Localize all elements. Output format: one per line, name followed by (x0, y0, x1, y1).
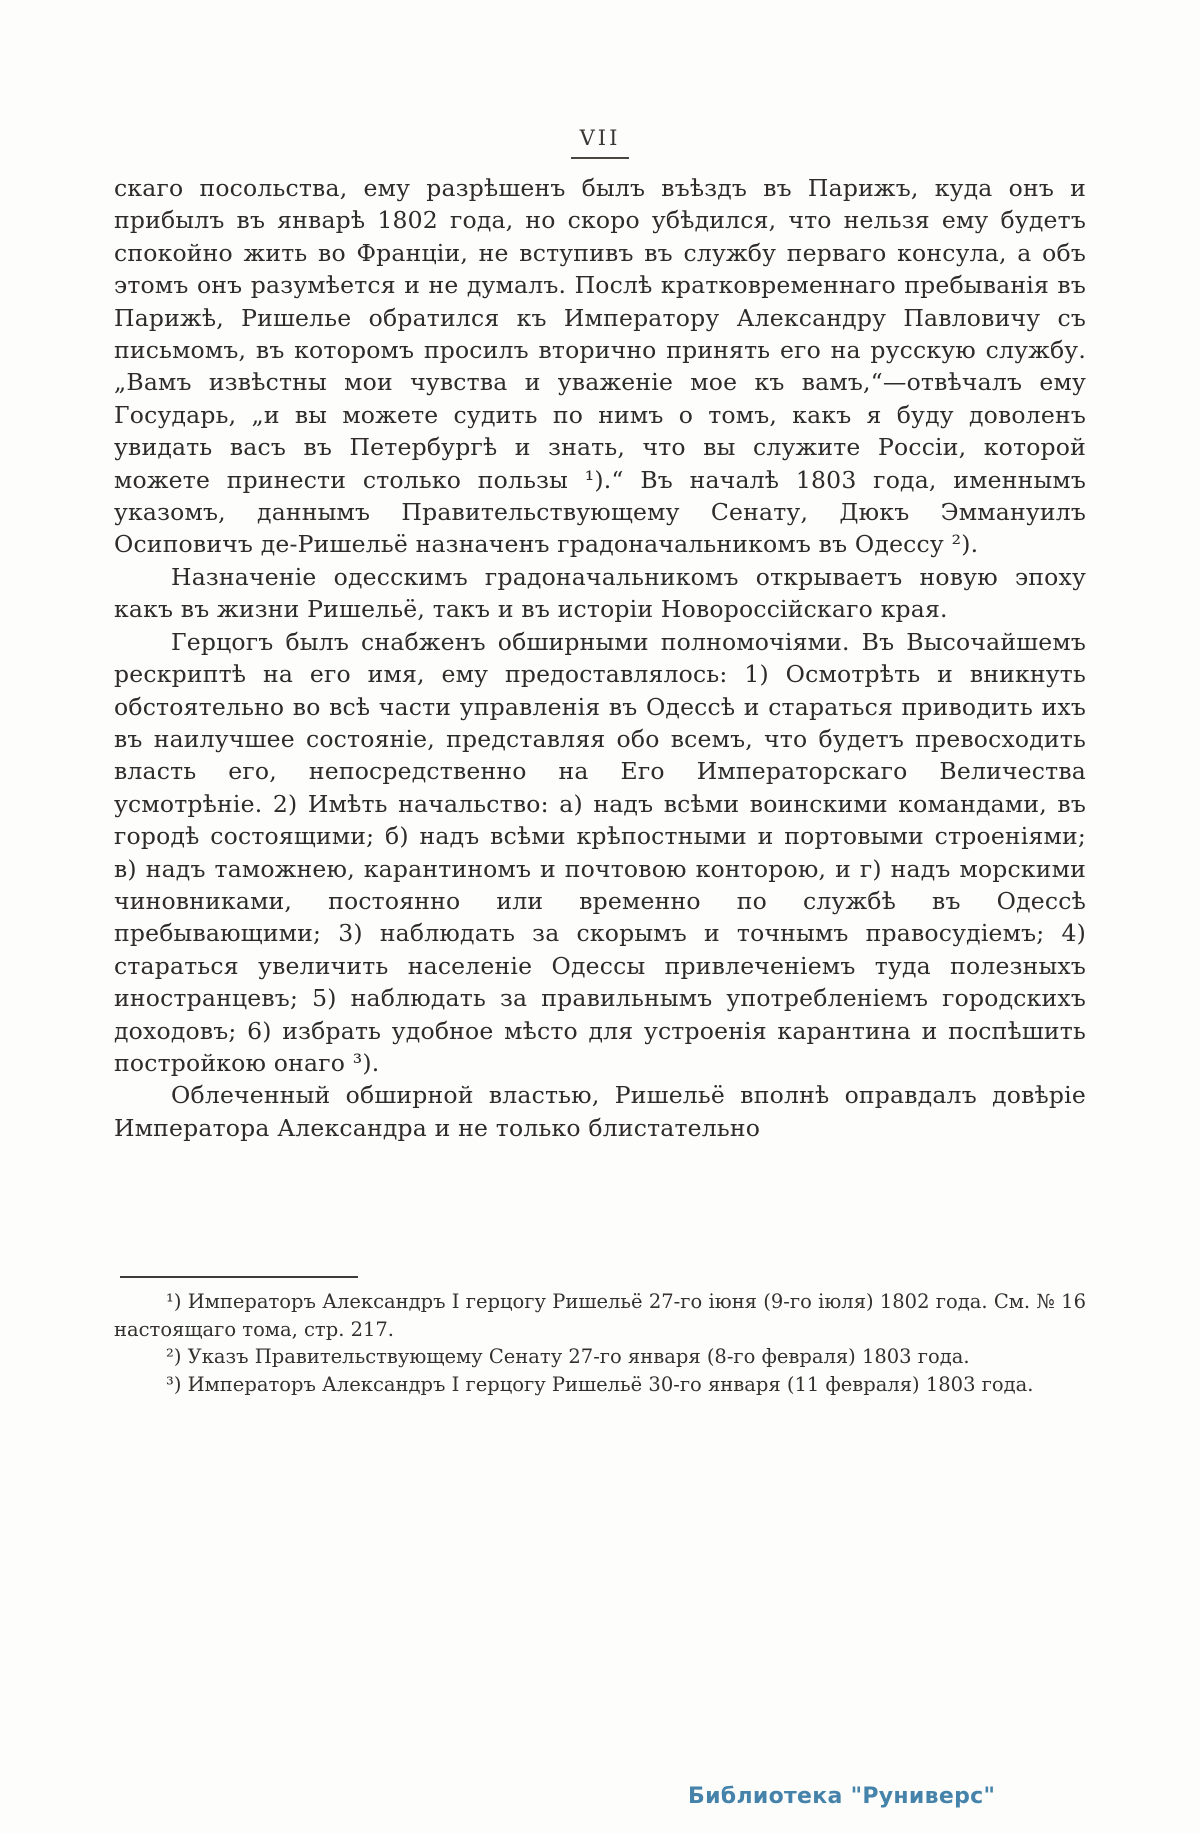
footnote-divider (120, 1276, 358, 1278)
paragraph: Герцогъ былъ снабженъ обширными полномочіями. Въ Высочайшемъ рескриптѣ на его имя, ему предоставлялось: 1) Осмотрѣть и вникнуть обстоятельно во всѣ части управленія въ Одессѣ и стараться приводить ихъ въ наилучшее состояніе, представляя обо всемъ, что будетъ превосходить власть его, непосредственно на Его Императорскаго Величества усмотрѣніе. 2) Имѣть начальство: а) надъ всѣми воинскими командами, въ городѣ состоящими; б) надъ всѣми крѣпостными и портовыми строеніями; в) надъ таможнею, карантиномъ и почтовою конторою, и г) надъ морскими чиновниками, постоянно или временно по службѣ въ Одессѣ пребывающими; 3) наблюдать за скорымъ и точнымъ правосудіемъ; 4) стараться увеличить населеніе Одессы привлеченіемъ туда полезныхъ иностранцевъ; 5) наблюдать за правильнымъ употребленіемъ городскихъ доходовъ; 6) избрать удобное мѣсто для устроенія карантина и поспѣшить постройкою онаго ³). (114, 627, 1086, 1077)
footnote-item: ¹) Императоръ Александръ I герцогу Ришельё 27-го іюня (9-го іюля) 1802 года. См. № 16 настоящаго тома, стр. 217. (114, 1290, 1086, 1341)
footnotes (114, 1288, 1086, 1398)
body-text (114, 172, 1086, 1144)
footnote-item: ³) Императоръ Александръ I герцогу Ришельё 30-го января (11 февраля) 1803 года. (166, 1372, 1034, 1396)
paragraph: Назначеніе одесскимъ градоначальникомъ открываетъ новую эпоху какъ въ жизни Ришельё, такъ и въ исторіи Новороссійскаго края. (114, 562, 1086, 624)
paragraph: Облеченный обширной властью, Ришельё вполнѣ оправдалъ довѣріе Императора Александра и не только блистательно (114, 1081, 1086, 1142)
footnote-item: ²) Указъ Правительствующему Сенату 27-го января (8-го февраля) 1803 года. (166, 1345, 970, 1368)
paragraph: скаго посольства, ему разрѣшенъ былъ въѣздъ въ Парижъ, куда онъ и прибылъ въ январѣ 1802 года, но скоро убѣдился, что нельзя ему будетъ спокойно жить во Франціи, не вступивъ въ службу перваго консула, а объ этомъ онъ разумѣется и не думалъ. Послѣ кратковременнаго пребыванія въ Парижѣ, Ришелье обратился къ Императору Александру Павловичу съ письмомъ, въ которомъ просилъ вторично принять его на русскую службу. „Вамъ извѣстны мои чувства и уваженіе мое къ вамъ,“—отвѣчалъ ему Государь, „и вы можете судить по нимъ о томъ, какъ я буду доволенъ увидать васъ въ Петербургѣ и знать, что вы служите Россіи, которой можете принести столько пользы ¹).“ Въ началѣ 1803 года, именнымъ указомъ, даннымъ Правительствующему Сенату, Дюкъ Эммануилъ Осиповичъ де-Ришельё назначенъ градоначальникомъ въ Одессу ²). (114, 174, 1086, 559)
library-watermark: Библиотека "Руниверс" (688, 1784, 996, 1809)
page-number: VII (579, 126, 621, 150)
page-number-rule (571, 157, 629, 159)
